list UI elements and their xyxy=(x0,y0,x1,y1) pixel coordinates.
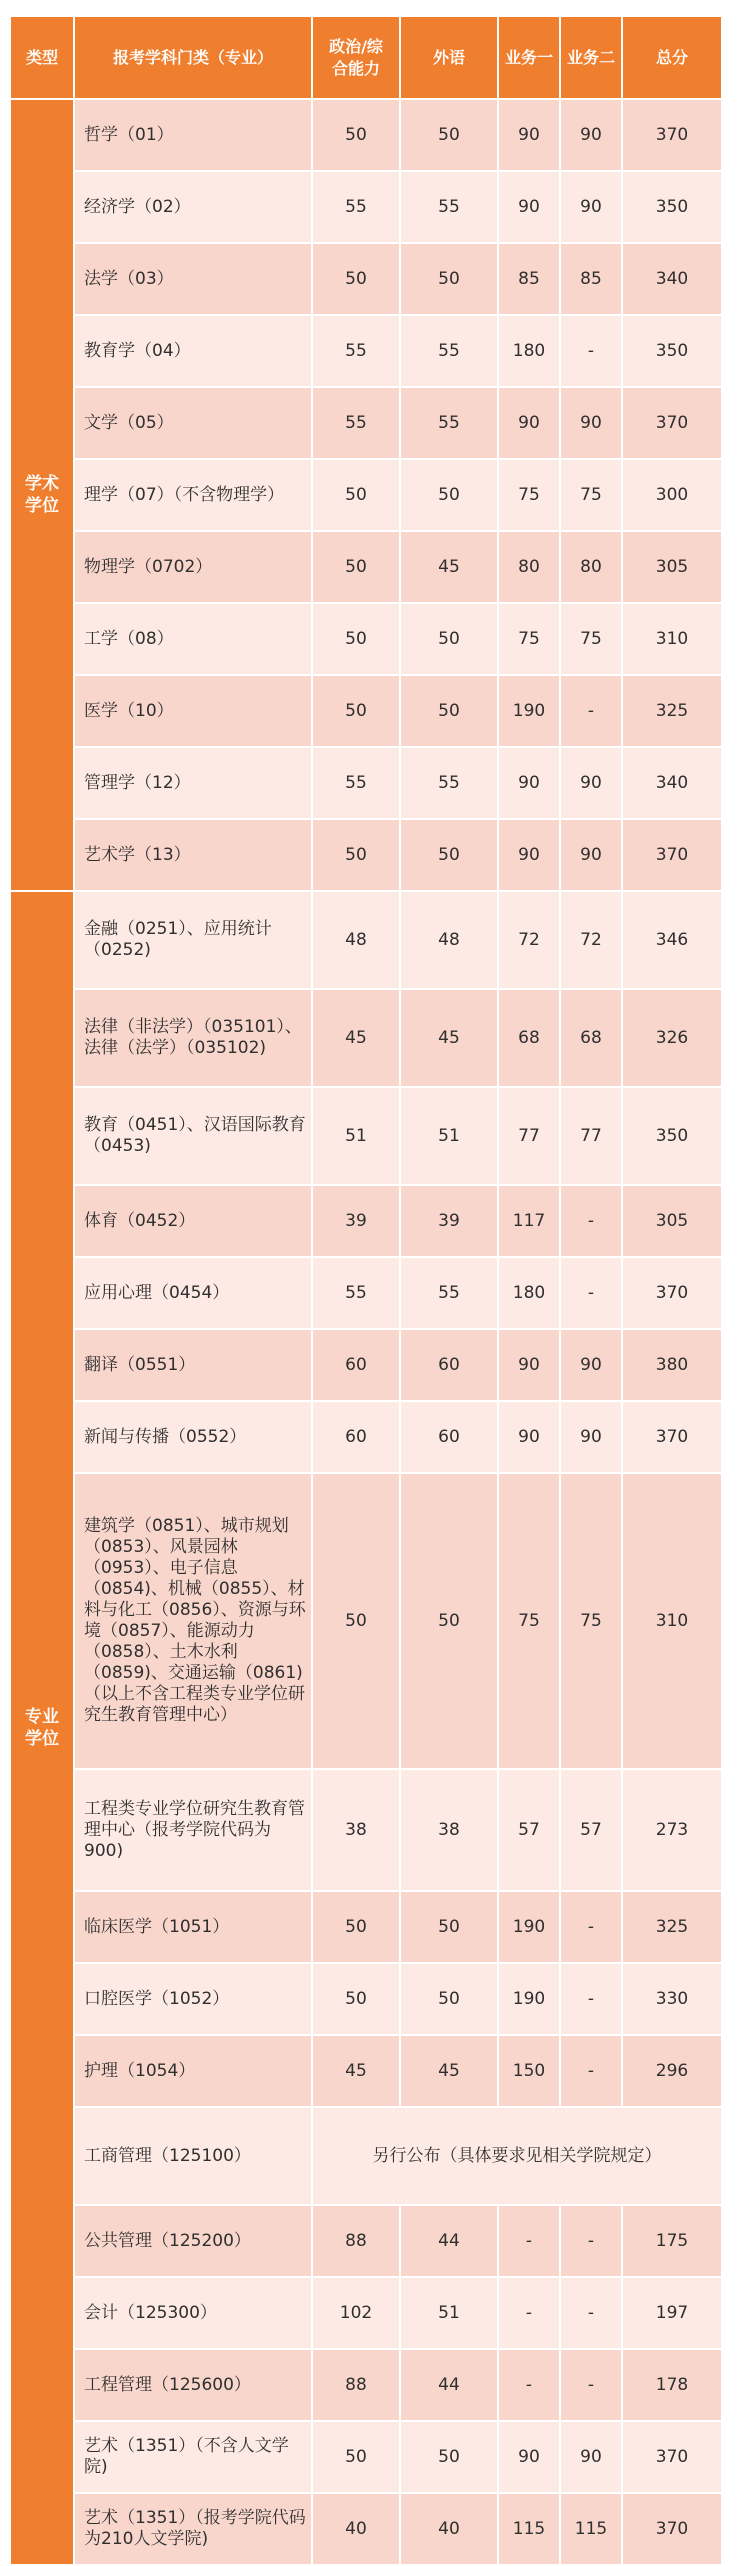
politics-score-cell: 50 xyxy=(312,99,400,171)
subject-two-score-cell: 57 xyxy=(560,1769,622,1891)
politics-score-cell: 50 xyxy=(312,675,400,747)
score-table-wrapper xyxy=(9,15,721,2566)
foreign-language-score-cell: 44 xyxy=(400,2205,498,2277)
subject-one-score-cell: 90 xyxy=(498,747,560,819)
subject-two-score-cell: - xyxy=(560,2277,622,2349)
politics-score-cell: 102 xyxy=(312,2277,400,2349)
header-subject: 报考学科门类（专业） xyxy=(74,16,312,99)
total-score-cell: 326 xyxy=(622,989,722,1087)
subject-two-score-cell: 90 xyxy=(560,2421,622,2493)
table-row xyxy=(10,675,722,747)
subject-one-score-cell: 180 xyxy=(498,1257,560,1329)
foreign-language-score-cell: 55 xyxy=(400,747,498,819)
subject-two-score-cell: - xyxy=(560,2349,622,2421)
subject-one-score-cell: 90 xyxy=(498,387,560,459)
total-score-cell: 310 xyxy=(622,1473,722,1769)
subject-cell: 口腔医学（1052） xyxy=(74,1963,312,2035)
politics-score-cell: 45 xyxy=(312,2035,400,2107)
politics-score-cell: 55 xyxy=(312,747,400,819)
subject-one-score-cell: 57 xyxy=(498,1769,560,1891)
subject-cell: 教育学（04） xyxy=(74,315,312,387)
total-score-cell: 350 xyxy=(622,171,722,243)
table-row xyxy=(10,171,722,243)
subject-cell: 金融（0251）、应用统计（0252) xyxy=(74,891,312,989)
total-score-cell: 340 xyxy=(622,747,722,819)
subject-cell: 翻译（0551） xyxy=(74,1329,312,1401)
subject-cell: 体育（0452） xyxy=(74,1185,312,1257)
subject-cell: 理学（07）（不含物理学） xyxy=(74,459,312,531)
subject-cell: 经济学（02） xyxy=(74,171,312,243)
subject-cell: 应用心理（0454） xyxy=(74,1257,312,1329)
table-row xyxy=(10,1963,722,2035)
total-score-cell: 370 xyxy=(622,1401,722,1473)
subject-two-score-cell: 68 xyxy=(560,989,622,1087)
subject-cell: 建筑学（0851）、城市规划（0853）、风景园林（0953）、电子信息（0854)、机械（0855）、材料与化工（0856）、资源与环境（0857）、能源动力（0858）、土木水利（0859)、交通运输（0861)（以上不含工程类专业学位研究生教育管理中心） xyxy=(74,1473,312,1769)
foreign-language-score-cell: 45 xyxy=(400,2035,498,2107)
subject-one-score-cell: 75 xyxy=(498,459,560,531)
total-score-cell: 370 xyxy=(622,2493,722,2565)
subject-two-score-cell: - xyxy=(560,1963,622,2035)
table-row xyxy=(10,459,722,531)
note-cell: 另行公布（具体要求见相关学院规定） xyxy=(312,2107,722,2205)
total-score-cell: 178 xyxy=(622,2349,722,2421)
category-cell: 学术学位 xyxy=(10,99,74,891)
subject-cell: 公共管理（125200） xyxy=(74,2205,312,2277)
subject-one-score-cell: 190 xyxy=(498,675,560,747)
subject-two-score-cell: 75 xyxy=(560,603,622,675)
table-row xyxy=(10,2035,722,2107)
subject-one-score-cell: 90 xyxy=(498,819,560,891)
table-row xyxy=(10,2107,722,2205)
total-score-cell: 370 xyxy=(622,2421,722,2493)
politics-score-cell: 55 xyxy=(312,171,400,243)
foreign-language-score-cell: 39 xyxy=(400,1185,498,1257)
subject-cell: 物理学（0702） xyxy=(74,531,312,603)
subject-one-score-cell: 90 xyxy=(498,99,560,171)
foreign-language-score-cell: 45 xyxy=(400,531,498,603)
subject-cell: 教育（0451）、汉语国际教育（0453) xyxy=(74,1087,312,1185)
total-score-cell: 346 xyxy=(622,891,722,989)
subject-one-score-cell: 75 xyxy=(498,1473,560,1769)
subject-cell: 管理学（12） xyxy=(74,747,312,819)
subject-two-score-cell: 85 xyxy=(560,243,622,315)
foreign-language-score-cell: 55 xyxy=(400,1257,498,1329)
politics-score-cell: 55 xyxy=(312,387,400,459)
table-row xyxy=(10,2421,722,2493)
subject-one-score-cell: 90 xyxy=(498,1329,560,1401)
total-score-cell: 197 xyxy=(622,2277,722,2349)
subject-two-score-cell: 72 xyxy=(560,891,622,989)
subject-one-score-cell: 180 xyxy=(498,315,560,387)
subject-two-score-cell: 75 xyxy=(560,459,622,531)
subject-cell: 法律（非法学）（035101）、法律（法学）（035102) xyxy=(74,989,312,1087)
foreign-language-score-cell: 44 xyxy=(400,2349,498,2421)
subject-two-score-cell: - xyxy=(560,2205,622,2277)
subject-two-score-cell: 115 xyxy=(560,2493,622,2565)
subject-two-score-cell: - xyxy=(560,2035,622,2107)
total-score-cell: 340 xyxy=(622,243,722,315)
subject-cell: 艺术（1351）（报考学院代码为210人文学院) xyxy=(74,2493,312,2565)
politics-score-cell: 48 xyxy=(312,891,400,989)
total-score-cell: 325 xyxy=(622,675,722,747)
subject-one-score-cell: 77 xyxy=(498,1087,560,1185)
subject-two-score-cell: 90 xyxy=(560,99,622,171)
subject-one-score-cell: 150 xyxy=(498,2035,560,2107)
subject-cell: 艺术学（13） xyxy=(74,819,312,891)
table-row xyxy=(10,387,722,459)
table-header-row xyxy=(10,16,722,99)
subject-cell: 文学（05） xyxy=(74,387,312,459)
table-row xyxy=(10,747,722,819)
total-score-cell: 300 xyxy=(622,459,722,531)
subject-one-score-cell: 90 xyxy=(498,2421,560,2493)
foreign-language-score-cell: 55 xyxy=(400,171,498,243)
table-row xyxy=(10,2349,722,2421)
subject-two-score-cell: 90 xyxy=(560,819,622,891)
subject-one-score-cell: - xyxy=(498,2349,560,2421)
subject-one-score-cell: 115 xyxy=(498,2493,560,2565)
total-score-cell: 370 xyxy=(622,387,722,459)
politics-score-cell: 60 xyxy=(312,1401,400,1473)
subject-cell: 工程类专业学位研究生教育管理中心（报考学院代码为900) xyxy=(74,1769,312,1891)
table-row xyxy=(10,1769,722,1891)
politics-score-cell: 39 xyxy=(312,1185,400,1257)
table-row xyxy=(10,819,722,891)
politics-score-cell: 51 xyxy=(312,1087,400,1185)
foreign-language-score-cell: 50 xyxy=(400,1891,498,1963)
politics-score-cell: 55 xyxy=(312,315,400,387)
politics-score-cell: 50 xyxy=(312,2421,400,2493)
total-score-cell: 310 xyxy=(622,603,722,675)
foreign-language-score-cell: 50 xyxy=(400,603,498,675)
subject-one-score-cell: 190 xyxy=(498,1891,560,1963)
subject-two-score-cell: - xyxy=(560,1257,622,1329)
politics-score-cell: 55 xyxy=(312,1257,400,1329)
total-score-cell: 350 xyxy=(622,315,722,387)
politics-score-cell: 50 xyxy=(312,1963,400,2035)
politics-score-cell: 45 xyxy=(312,989,400,1087)
total-score-cell: 350 xyxy=(622,1087,722,1185)
foreign-language-score-cell: 50 xyxy=(400,1473,498,1769)
subject-two-score-cell: 90 xyxy=(560,1329,622,1401)
subject-cell: 新闻与传播（0552） xyxy=(74,1401,312,1473)
politics-score-cell: 50 xyxy=(312,531,400,603)
total-score-cell: 296 xyxy=(622,2035,722,2107)
subject-two-score-cell: 90 xyxy=(560,387,622,459)
table-row xyxy=(10,99,722,171)
table-row xyxy=(10,1329,722,1401)
subject-two-score-cell: 80 xyxy=(560,531,622,603)
politics-score-cell: 50 xyxy=(312,1473,400,1769)
foreign-language-score-cell: 60 xyxy=(400,1401,498,1473)
subject-one-score-cell: - xyxy=(498,2205,560,2277)
subject-two-score-cell: 77 xyxy=(560,1087,622,1185)
subject-cell: 临床医学（1051） xyxy=(74,1891,312,1963)
foreign-language-score-cell: 48 xyxy=(400,891,498,989)
subject-cell: 法学（03） xyxy=(74,243,312,315)
politics-score-cell: 60 xyxy=(312,1329,400,1401)
politics-score-cell: 50 xyxy=(312,459,400,531)
subject-two-score-cell: 90 xyxy=(560,1401,622,1473)
subject-one-score-cell: 68 xyxy=(498,989,560,1087)
politics-score-cell: 88 xyxy=(312,2349,400,2421)
total-score-cell: 305 xyxy=(622,531,722,603)
total-score-cell: 380 xyxy=(622,1329,722,1401)
subject-cell: 工学（08） xyxy=(74,603,312,675)
foreign-language-score-cell: 50 xyxy=(400,99,498,171)
subject-one-score-cell: 75 xyxy=(498,603,560,675)
politics-score-cell: 40 xyxy=(312,2493,400,2565)
table-row xyxy=(10,603,722,675)
subject-two-score-cell: - xyxy=(560,675,622,747)
subject-one-score-cell: 90 xyxy=(498,171,560,243)
politics-score-cell: 50 xyxy=(312,603,400,675)
table-row xyxy=(10,2493,722,2565)
subject-two-score-cell: 90 xyxy=(560,171,622,243)
table-row xyxy=(10,891,722,989)
foreign-language-score-cell: 40 xyxy=(400,2493,498,2565)
header-total: 总分 xyxy=(622,16,722,99)
header-politics: 政治/综合能力 xyxy=(312,16,400,99)
foreign-language-score-cell: 50 xyxy=(400,2421,498,2493)
foreign-language-score-cell: 50 xyxy=(400,1963,498,2035)
header-subject-one: 业务一 xyxy=(498,16,560,99)
header-foreign-language: 外语 xyxy=(400,16,498,99)
foreign-language-score-cell: 45 xyxy=(400,989,498,1087)
subject-one-score-cell: 90 xyxy=(498,1401,560,1473)
foreign-language-score-cell: 51 xyxy=(400,1087,498,1185)
subject-cell: 工商管理（125100） xyxy=(74,2107,312,2205)
subject-cell: 哲学（01） xyxy=(74,99,312,171)
category-cell: 专业学位 xyxy=(10,891,74,2565)
politics-score-cell: 88 xyxy=(312,2205,400,2277)
subject-cell: 艺术（1351）（不含人文学院) xyxy=(74,2421,312,2493)
subject-two-score-cell: - xyxy=(560,1891,622,1963)
foreign-language-score-cell: 55 xyxy=(400,387,498,459)
table-body xyxy=(10,99,722,2565)
foreign-language-score-cell: 60 xyxy=(400,1329,498,1401)
politics-score-cell: 50 xyxy=(312,243,400,315)
foreign-language-score-cell: 51 xyxy=(400,2277,498,2349)
table-row xyxy=(10,243,722,315)
subject-cell: 工程管理（125600） xyxy=(74,2349,312,2421)
total-score-cell: 370 xyxy=(622,99,722,171)
table-row xyxy=(10,1257,722,1329)
subject-one-score-cell: 117 xyxy=(498,1185,560,1257)
politics-score-cell: 50 xyxy=(312,819,400,891)
table-row xyxy=(10,1891,722,1963)
foreign-language-score-cell: 50 xyxy=(400,243,498,315)
total-score-cell: 325 xyxy=(622,1891,722,1963)
total-score-cell: 175 xyxy=(622,2205,722,2277)
subject-cell: 医学（10） xyxy=(74,675,312,747)
foreign-language-score-cell: 50 xyxy=(400,675,498,747)
table-row xyxy=(10,2205,722,2277)
subject-two-score-cell: - xyxy=(560,1185,622,1257)
subject-cell: 会计（125300） xyxy=(74,2277,312,2349)
table-row xyxy=(10,1401,722,1473)
subject-two-score-cell: 75 xyxy=(560,1473,622,1769)
subject-one-score-cell: 80 xyxy=(498,531,560,603)
subject-one-score-cell: 72 xyxy=(498,891,560,989)
foreign-language-score-cell: 50 xyxy=(400,459,498,531)
total-score-cell: 370 xyxy=(622,819,722,891)
table-row xyxy=(10,1473,722,1769)
total-score-cell: 305 xyxy=(622,1185,722,1257)
subject-two-score-cell: 90 xyxy=(560,747,622,819)
table-row xyxy=(10,989,722,1087)
table-row xyxy=(10,1185,722,1257)
foreign-language-score-cell: 50 xyxy=(400,819,498,891)
table-row xyxy=(10,531,722,603)
total-score-cell: 273 xyxy=(622,1769,722,1891)
table-row xyxy=(10,1087,722,1185)
header-category: 类型 xyxy=(10,16,74,99)
table-row xyxy=(10,315,722,387)
subject-one-score-cell: 190 xyxy=(498,1963,560,2035)
score-line-table xyxy=(9,15,723,2566)
subject-two-score-cell: - xyxy=(560,315,622,387)
header-subject-two: 业务二 xyxy=(560,16,622,99)
total-score-cell: 330 xyxy=(622,1963,722,2035)
subject-one-score-cell: - xyxy=(498,2277,560,2349)
subject-one-score-cell: 85 xyxy=(498,243,560,315)
foreign-language-score-cell: 55 xyxy=(400,315,498,387)
politics-score-cell: 50 xyxy=(312,1891,400,1963)
politics-score-cell: 38 xyxy=(312,1769,400,1891)
total-score-cell: 370 xyxy=(622,1257,722,1329)
subject-cell: 护理（1054） xyxy=(74,2035,312,2107)
foreign-language-score-cell: 38 xyxy=(400,1769,498,1891)
table-row xyxy=(10,2277,722,2349)
